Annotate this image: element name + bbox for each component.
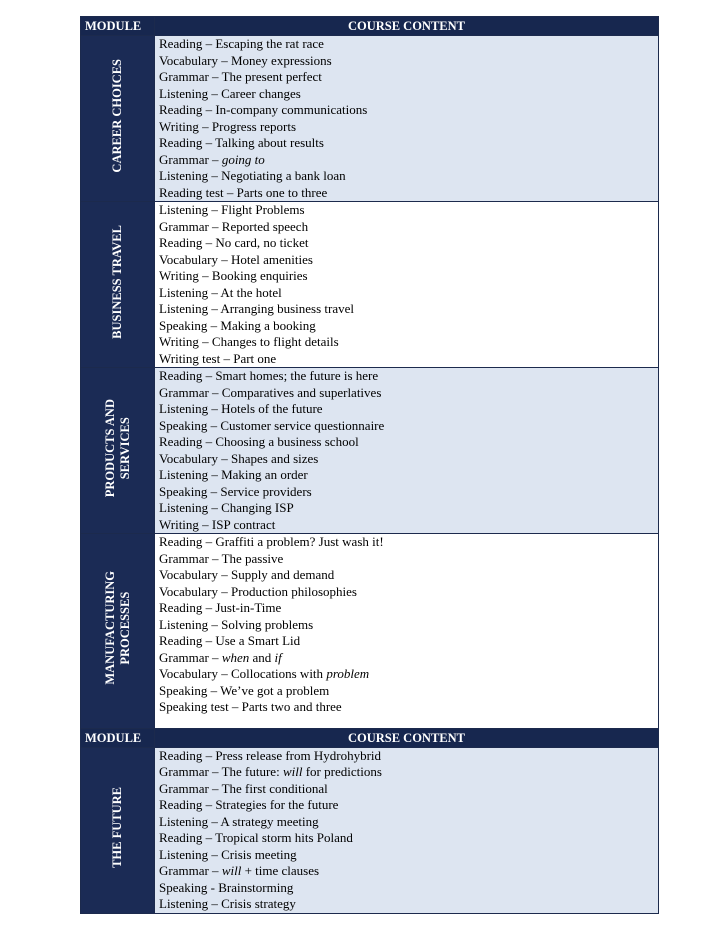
list-item: Vocabulary – Hotel amenities <box>159 251 313 267</box>
spacer <box>155 716 658 728</box>
list-item: Reading – Use a Smart Lid <box>159 633 301 648</box>
list-item: Listening – Making an order <box>159 467 308 482</box>
list-item: Writing test – Part one <box>159 350 277 366</box>
module-content-cell <box>155 534 659 729</box>
module-row-manufacturing-processes <box>81 534 659 729</box>
list-item: Reading – Choosing a business school <box>159 434 359 449</box>
list-item: Vocabulary – Money expressions <box>159 52 332 68</box>
table-header-row <box>81 17 659 36</box>
module-row-products-and-services <box>81 368 659 534</box>
list-item: Listening – Arranging business travel <box>159 301 354 316</box>
list-item: Reading – Tropical storm hits Poland <box>159 830 353 845</box>
module-row-business-travel <box>81 202 659 368</box>
list-item: Listening – Crisis strategy <box>159 896 296 911</box>
module-label-cell <box>81 747 155 913</box>
list-item: Writing – Changes to flight details <box>159 334 339 349</box>
list-item: Reading – No card, no ticket <box>159 235 309 250</box>
list-item: Reading – Smart homes; the future is here <box>159 368 379 383</box>
list-item: Grammar – The passive <box>159 550 284 566</box>
list-item: Writing – Booking enquiries <box>159 268 308 283</box>
list-item: Reading – Just-in-Time <box>159 600 282 615</box>
list-item: Speaking – Customer service questionnaire <box>159 417 385 433</box>
list-item: Speaking - Brainstorming <box>159 879 294 895</box>
list-item: Listening – Flight Problems <box>159 202 305 217</box>
list-item: Listening – Career changes <box>159 85 301 101</box>
list-item: Vocabulary – Production philosophies <box>159 583 357 599</box>
module-label-cell <box>81 368 155 534</box>
list-item: Listening – A strategy meeting <box>159 813 319 829</box>
list-item: Grammar – will + time clauses <box>159 863 320 878</box>
list-item: Grammar – Reported speech <box>159 218 309 234</box>
module-name-line2: PROCESSES <box>117 591 132 665</box>
module-row-career-choices <box>81 36 659 202</box>
list-item: Grammar – going to <box>159 151 265 167</box>
list-item: Grammar – The present perfect <box>159 69 322 84</box>
list-item: Speaking – We’ve got a problem <box>159 682 330 698</box>
module-name <box>103 399 133 497</box>
module-name-line2: SERVICES <box>117 416 132 480</box>
module-column-header: MODULE <box>81 728 155 747</box>
module-label-cell <box>81 534 155 729</box>
list-item: Grammar – The future: will for predictions <box>159 764 382 779</box>
course-content-table <box>80 16 659 914</box>
table-header-row <box>81 728 659 747</box>
module-content-cell <box>155 368 659 534</box>
list-item: Reading – Escaping the rat race <box>159 36 324 51</box>
course-content-column-header: COURSE CONTENT <box>155 728 659 747</box>
list-item: Speaking – Service providers <box>159 483 312 499</box>
module-label-cell <box>81 36 155 202</box>
list-item: Grammar – Comparatives and superlatives <box>159 384 382 400</box>
list-item: Reading – Strategies for the future <box>159 797 339 812</box>
list-item: Speaking – Making a booking <box>159 317 316 333</box>
module-column-header: MODULE <box>81 17 155 36</box>
module-name-line1: MANUFACTURING <box>102 571 117 686</box>
module-content-cell <box>155 36 659 202</box>
list-item: Listening – Crisis meeting <box>159 846 297 862</box>
list-item: Writing – Progress reports <box>159 118 297 134</box>
list-item: Listening – Changing ISP <box>159 500 294 515</box>
module-content-cell <box>155 202 659 368</box>
module-row-the-future <box>81 747 659 913</box>
module-name: CAREER CHOICES <box>110 59 124 173</box>
list-item: Grammar – The first conditional <box>159 780 328 796</box>
module-name <box>103 571 133 685</box>
list-item: Vocabulary – Collocations with problem <box>159 666 370 681</box>
module-name: BUSINESS TRAVEL <box>110 225 124 339</box>
list-item: Listening – Hotels of the future <box>159 401 323 416</box>
module-name-line1: PRODUCTS AND <box>102 398 117 498</box>
course-content-column-header: COURSE CONTENT <box>155 17 659 36</box>
list-item: Listening – Negotiating a bank loan <box>159 168 346 183</box>
list-item: Listening – Solving problems <box>159 616 314 632</box>
list-item: Listening – At the hotel <box>159 284 282 300</box>
list-item: Reading – Graffiti a problem? Just wash it! <box>159 534 384 549</box>
list-item: Speaking test – Parts two and three <box>159 699 342 714</box>
list-item: Grammar – when and if <box>159 649 282 665</box>
list-item: Reading – Press release from Hydrohybrid <box>159 747 382 763</box>
list-item: Vocabulary – Shapes and sizes <box>159 450 319 466</box>
module-content-cell <box>155 747 659 913</box>
module-name: THE FUTURE <box>110 787 124 868</box>
module-label-cell <box>81 202 155 368</box>
list-item: Writing – ISP contract <box>159 516 276 532</box>
list-item: Reading – In-company communications <box>159 102 368 117</box>
list-item: Reading – Talking about results <box>159 135 324 150</box>
list-item: Vocabulary – Supply and demand <box>159 567 335 582</box>
list-item: Reading test – Parts one to three <box>159 184 328 200</box>
